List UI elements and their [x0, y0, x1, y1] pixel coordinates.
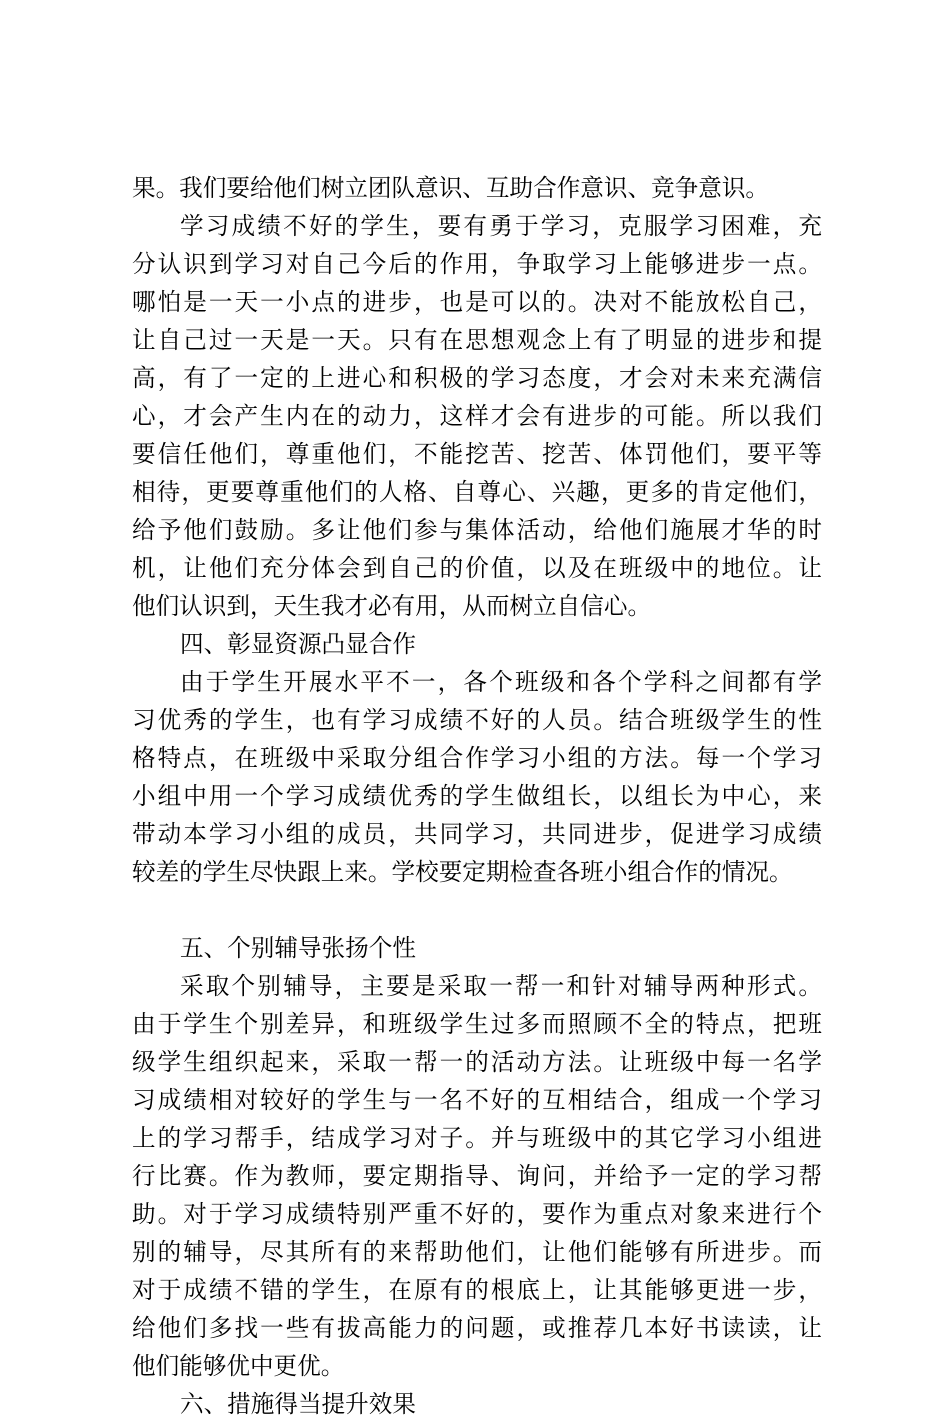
paragraph-line: 助。对于学习成绩特别严重不好的，要作为重点对象来进行个 [132, 1200, 822, 1228]
paragraph-line: 小组中用一个学习成绩优秀的学生做组长，以组长为中心，来 [132, 782, 822, 810]
paragraph-line: 哪怕是一天一小点的进步，也是可以的。决对不能放松自己， [132, 288, 822, 316]
paragraph-line: 习优秀的学生，也有学习成绩不好的人员。结合班级学生的性 [132, 706, 822, 734]
paragraph-line: 较差的学生尽快跟上来。学校要定期检查各班小组合作的情况。 [132, 858, 793, 886]
paragraph-line: 他们认识到，天生我才必有用，从而树立自信心。 [132, 592, 652, 620]
paragraph-line: 别的辅导，尽其所有的来帮助他们，让他们能够有所进步。而 [132, 1238, 822, 1266]
section-heading: 四、彰显资源凸显合作 [180, 630, 416, 658]
paragraph-line: 分认识到学习对自己今后的作用，争取学习上能够进步一点。 [132, 250, 822, 278]
paragraph-line: 机，让他们充分体会到自己的价值，以及在班级中的地位。让 [132, 554, 822, 582]
paragraph-line: 由于学生个别差异，和班级学生过多而照顾不全的特点，把班 [132, 1010, 822, 1038]
paragraph-line: 相待，更要尊重他们的人格、自尊心、兴趣，更多的肯定他们， [132, 478, 822, 506]
paragraph-line: 果。我们要给他们树立团队意识、互助合作意识、竞争意识。 [132, 174, 770, 202]
paragraph-line: 高，有了一定的上进心和积极的学习态度，才会对未来充满信 [132, 364, 822, 392]
paragraph-line: 由于学生开展水平不一，各个班级和各个学科之间都有学 [180, 668, 822, 696]
paragraph-line: 心，才会产生内在的动力，这样才会有进步的可能。所以我们 [132, 402, 822, 430]
paragraph-line: 带动本学习小组的成员，共同学习，共同进步，促进学习成绩 [132, 820, 822, 848]
paragraph-line: 行比赛。作为教师，要定期指导、询问，并给予一定的学习帮 [132, 1162, 822, 1190]
paragraph-line: 给予他们鼓励。多让他们参与集体活动，给他们施展才华的时 [132, 516, 822, 544]
document-body [132, 169, 822, 1423]
section-heading: 六、措施得当提升效果 [180, 1390, 416, 1418]
paragraph-line: 他们能够优中更优。 [132, 1352, 345, 1380]
paragraph-line: 采取个别辅导，主要是采取一帮一和针对辅导两种形式。 [180, 972, 822, 1000]
paragraph-line: 格特点，在班级中采取分组合作学习小组的方法。每一个学习 [132, 744, 822, 772]
paragraph-line: 要信任他们，尊重他们，不能挖苦、挖苦、体罚他们，要平等 [132, 440, 822, 468]
paragraph-line: 习成绩相对较好的学生与一名不好的互相结合，组成一个学习 [132, 1086, 822, 1114]
paragraph-line: 给他们多找一些有拔高能力的问题，或推荐几本好书读读，让 [132, 1314, 822, 1342]
paragraph-line: 对于成绩不错的学生，在原有的根底上，让其能够更进一步， [132, 1276, 822, 1304]
section-heading: 五、个别辅导张扬个性 [180, 934, 416, 962]
paragraph-line: 学习成绩不好的学生，要有勇于学习，克服学习困难，充 [180, 212, 822, 240]
paragraph-line: 让自己过一天是一天。只有在思想观念上有了明显的进步和提 [132, 326, 822, 354]
paragraph-line: 上的学习帮手，结成学习对子。并与班级中的其它学习小组进 [132, 1124, 822, 1152]
paragraph-line: 级学生组织起来，采取一帮一的活动方法。让班级中每一名学 [132, 1048, 822, 1076]
paragraph-gap [132, 891, 822, 929]
